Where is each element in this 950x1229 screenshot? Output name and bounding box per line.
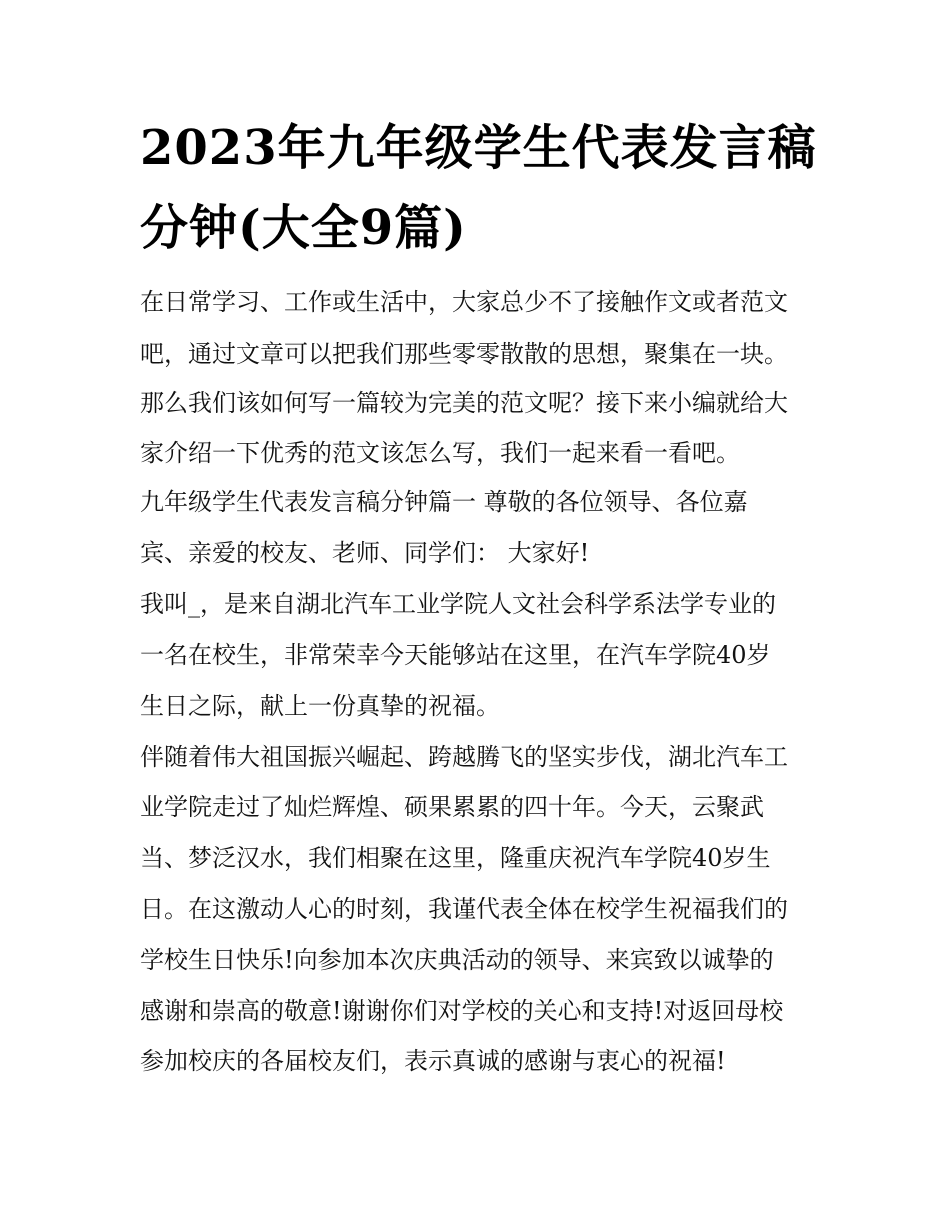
body-line: 参加校庆的各届校友们，表示真诚的感谢与衷心的祝福! [140, 1047, 726, 1075]
body-line: 生日之际，献上一份真挚的祝福。 [140, 692, 500, 720]
body-line: 感谢和崇高的敬意!谢谢你们对学校的关心和支持!对返回母校 [140, 997, 784, 1025]
title-line-2: 分钟(大全9篇) [140, 200, 467, 256]
body-line: 宾、亲爱的校友、老师、同学们： 大家好! [140, 539, 590, 567]
body-line: 九年级学生代表发言稿分钟篇一 尊敬的各位领导、各位嘉 [140, 488, 748, 516]
body-line: 一名在校生，非常荣幸今天能够站在这里，在汽车学院40岁 [140, 641, 771, 669]
body-line: 那么我们该如何写一篇较为完美的范文呢？接下来小编就给大 [140, 389, 788, 417]
body-line: 伴随着伟大祖国振兴崛起、跨越腾飞的坚实步伐，湖北汽车工 [140, 743, 788, 771]
body-line: 当、梦泛汉水，我们相聚在这里，隆重庆祝汽车学院40岁生 [140, 844, 771, 872]
body-line: 家介绍一下优秀的范文该怎么写，我们一起来看一看吧。 [140, 439, 740, 467]
body-line: 吧，通过文章可以把我们那些零零散散的思想，聚集在一块。 [140, 340, 788, 368]
body-line: 日。在这激动人心的时刻，我谨代表全体在校学生祝福我们的 [140, 895, 788, 923]
body-line: 在日常学习、工作或生活中，大家总少不了接触作文或者范文 [140, 288, 788, 316]
title-line-1: 2023年九年级学生代表发言稿 [140, 120, 817, 176]
body-line: 我叫_，是来自湖北汽车工业学院人文社会科学系法学专业的 [140, 590, 776, 618]
body-line: 学校生日快乐!向参加本次庆典活动的领导、来宾致以诚挚的 [140, 946, 774, 974]
body-line: 业学院走过了灿烂辉煌、硕果累累的四十年。今天，云聚武 [140, 793, 764, 821]
